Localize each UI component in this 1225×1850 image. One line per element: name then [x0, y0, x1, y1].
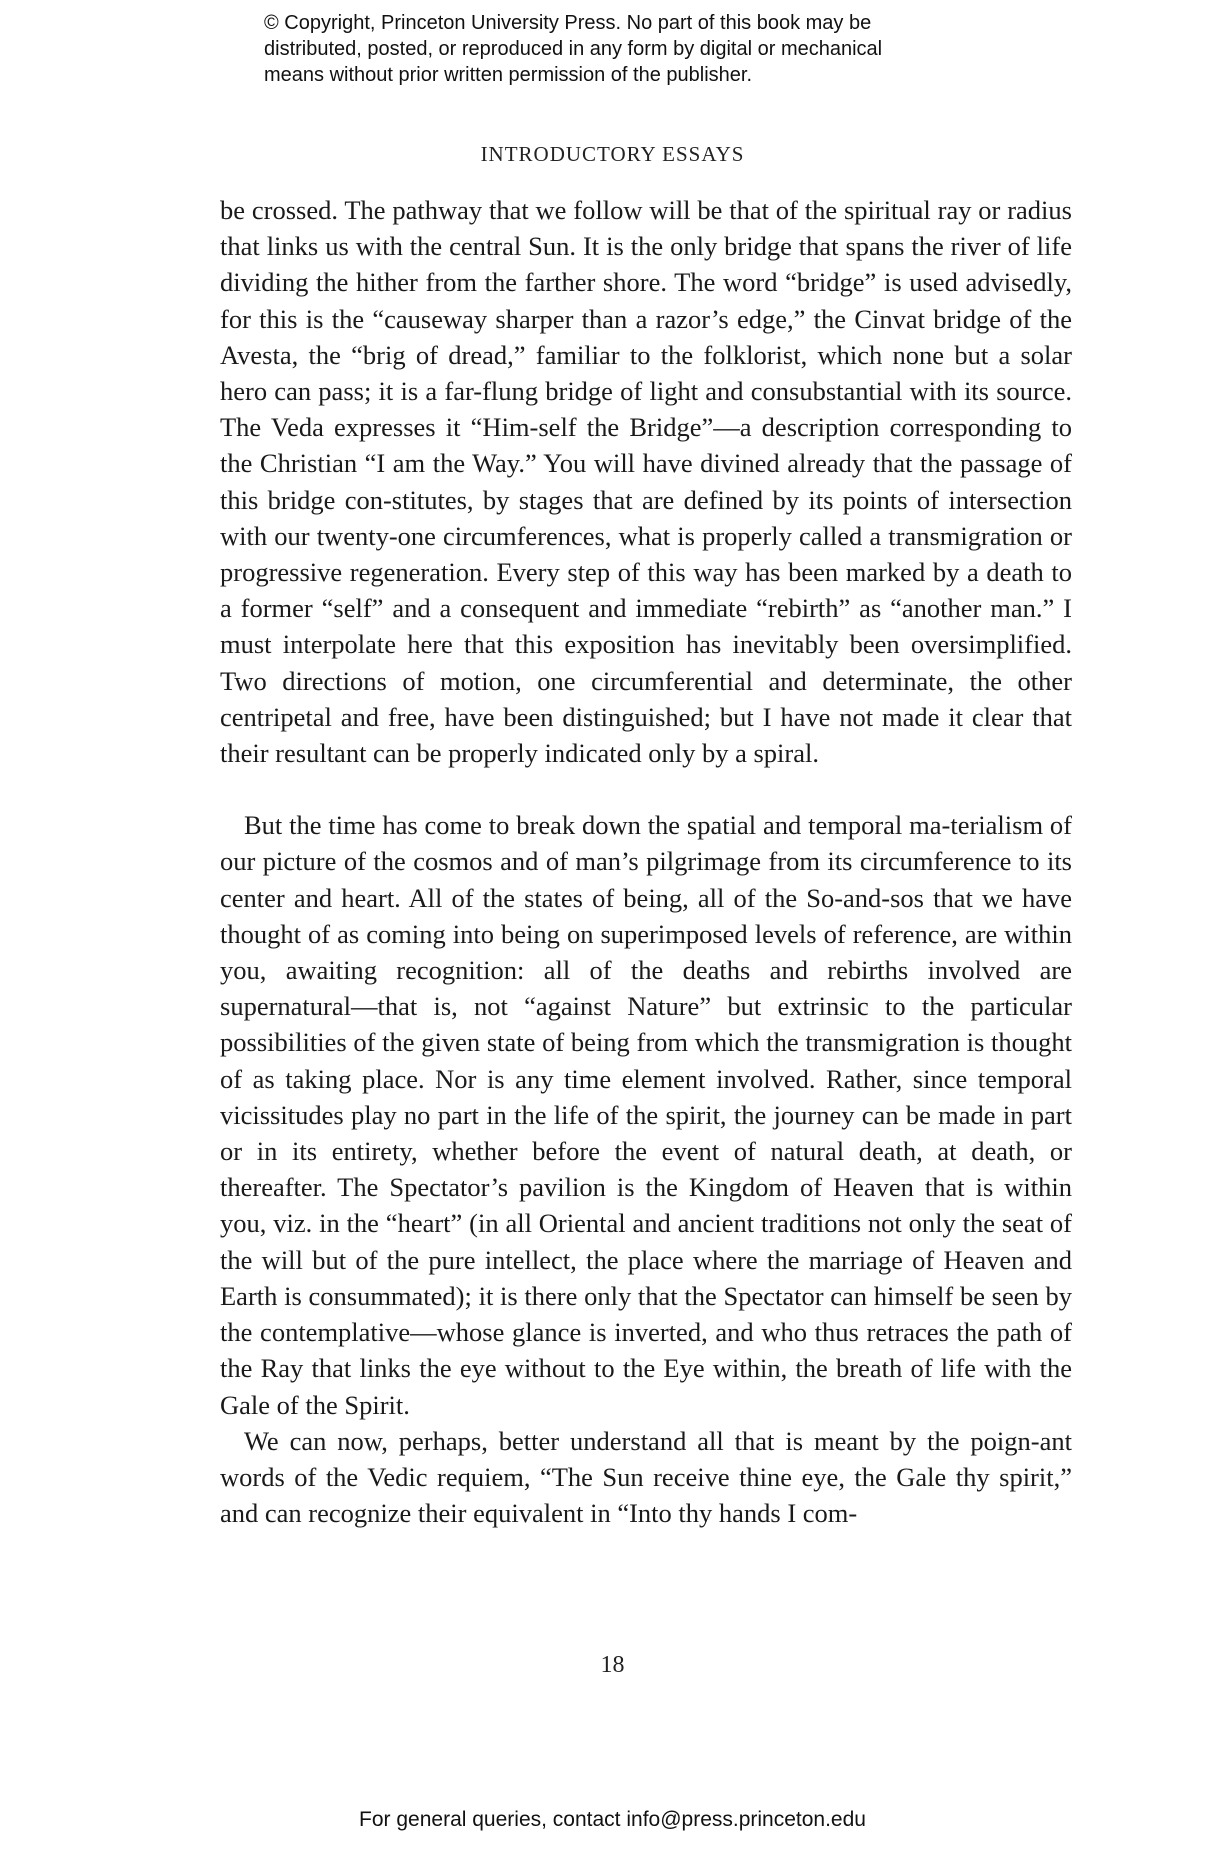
copyright-notice — [264, 10, 964, 88]
copyright-line-1: © Copyright, Princeton University Press. No part of this book may be — [264, 12, 872, 34]
copyright-line-3: means without prior written permission of the publisher. — [264, 64, 753, 86]
footer-contact-text: For general queries, contact — [359, 1808, 627, 1831]
paragraph-1: be crossed. The pathway that we follow will be that of the spiritual ray or radius that links us with the central Sun. It is the only bridge that spans the river of life dividing the hither from the farther shore. The word “bridge” is used advisedly, for this is the “causeway sharper than a razor’s edge,” the Cinvat bridge of the Avesta, the “brig of dread,” familiar to the folklorist, which none but a solar hero can pass; it is a far-flung bridge of light and consubstantial with its source. The Veda expresses it “Him-self the Bridge”—a description corresponding to the Christian “I am the Way.” You will have divined already that the passage of this bridge con-stitutes, by stages that are defined by its points of intersection with our twenty-one circumferences, what is properly called a transmigration or progressive regeneration. Every step of this way has been marked by a death to a former “self” and a consequent and immediate “rebirth” as “another man.” I must interpolate here that this exposition has inevitably been oversimplified. Two directions of motion, one circumferential and determinate, the other centripetal and free, have been distinguished; but I have not made it clear that their resultant can be properly indicated only by a spiral. — [220, 195, 1072, 769]
running-head: INTRODUCTORY ESSAYS — [480, 142, 745, 166]
body-text — [220, 192, 1072, 1531]
footer-contact — [0, 1808, 1225, 1832]
paragraph-2: But the time has come to break down the spatial and temporal ma-terialism of our picture of the cosmos and of man’s pilgrimage from its circumference to its center and heart. All of the states of being, all of the So-and-sos that we have thought of as coming into being on superimposed levels of reference, are within you, awaiting recognition: all of the deaths and rebirths involved are supernatural—that is, not “against Nature” but extrinsic to the particular possibilities of the given state of being from which the transmigration is thought of as taking place. Nor is any time element involved. Rather, since temporal vicissitudes play no part in the life of the spirit, the journey can be made in part or in its entirety, whether before the event of natural death, at death, or thereafter. The Spectator’s pavilion is the Kingdom of Heaven that is within you, viz. in the “heart” (in all Oriental and ancient traditions not only the seat of the will but of the pure intellect, the place where the marriage of Heaven and Earth is consummated); it is there only that the Spectator can himself be seen by the contemplative—whose glance is inverted, and who thus retraces the path of the Ray that links the eye without to the Eye within, the breath of life with the Gale of the Spirit. — [220, 810, 1072, 1420]
copyright-line-2: distributed, posted, or reproduced in any form by digital or mechanical — [264, 38, 883, 60]
paragraph-3: We can now, perhaps, better understand all that is meant by the poign-ant words of the Vedic requiem, “The Sun receive thine eye, the Gale thy spirit,” and can recognize their equivalent in “Into thy hands I com- — [220, 1425, 1072, 1529]
contact-email-link[interactable]: info@press.princeton.edu — [626, 1808, 866, 1831]
page-number: 18 — [600, 1652, 625, 1678]
